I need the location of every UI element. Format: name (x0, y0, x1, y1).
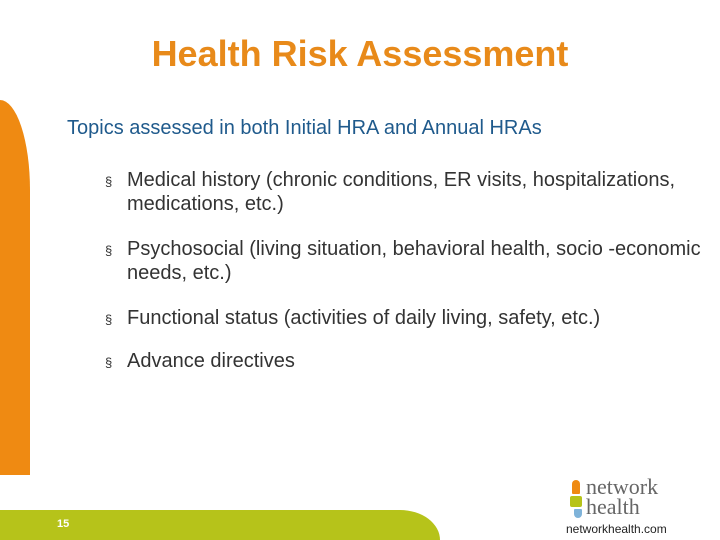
bullet-item (105, 168, 705, 216)
bullet-text: Medical history (chronic conditions, ER visits, hospitalizations, medications, etc.) (127, 169, 675, 215)
website-link[interactable]: networkhealth.com (566, 522, 667, 536)
slide-subtitle: Topics assessed in both Initial HRA and Annual HRAs (67, 117, 542, 139)
bullet-list (105, 168, 705, 373)
slide-title: Health Risk Assessment (151, 33, 569, 74)
bullet-text: Psychosocial (living situation, behavioral health, socio -economic needs, etc.) (127, 238, 701, 284)
bullet-marker-icon: § (105, 243, 113, 258)
bullet-text: Advance directives (127, 350, 295, 372)
logo-word-network: network (586, 474, 659, 499)
logo-mark-icon (570, 476, 584, 518)
bullet-marker-icon: § (105, 312, 113, 327)
slide-number: 15 (57, 518, 70, 530)
network-health-logo (570, 476, 680, 518)
logo-word-health: health (586, 494, 640, 519)
bullet-item (105, 306, 705, 330)
bullet-marker-icon: § (105, 174, 113, 189)
bullet-item (105, 349, 705, 373)
bullet-item (105, 237, 705, 285)
bullet-marker-icon: § (105, 355, 113, 370)
bullet-text: Functional status (activities of daily living, safety, etc.) (127, 307, 601, 329)
left-decorative-bar (0, 100, 30, 475)
